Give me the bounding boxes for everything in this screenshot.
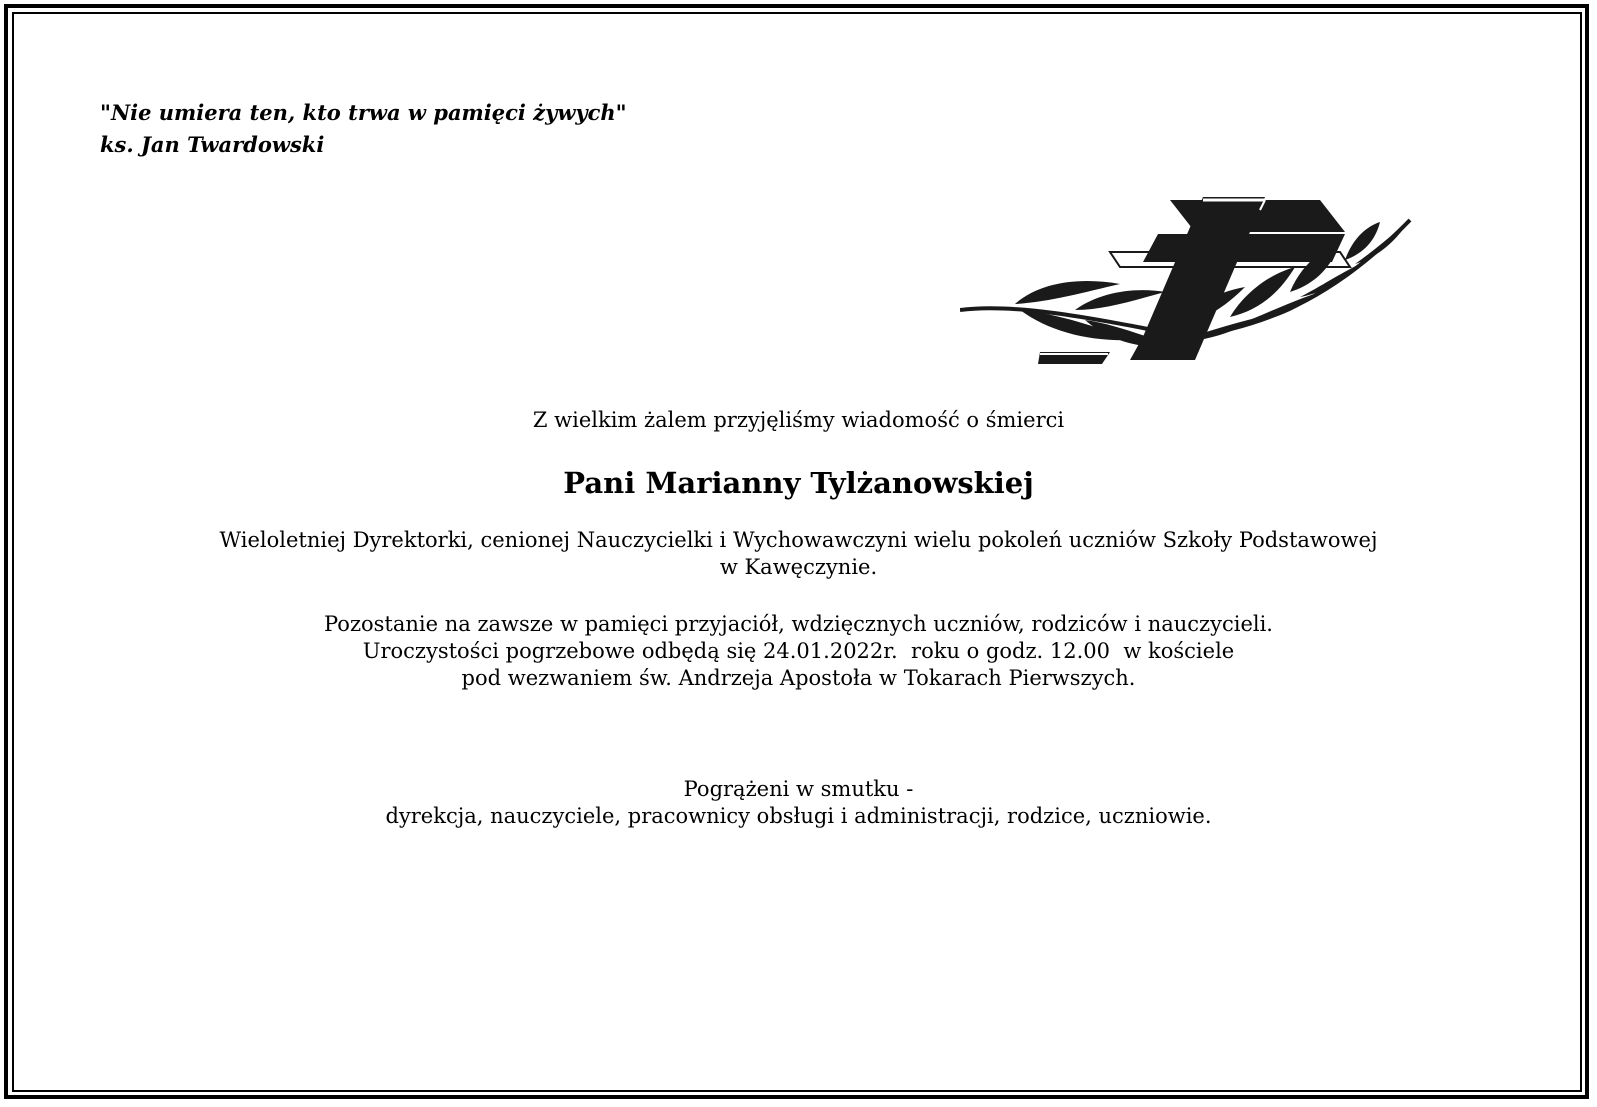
obituary-intro bbox=[0, 407, 1597, 434]
motto-quote: "Nie umiera ten, kto trwa w pamięci żywych" bbox=[100, 100, 627, 125]
motto bbox=[100, 97, 627, 161]
mourners-line-1: Pogrążeni w smutku - bbox=[683, 777, 914, 801]
mourners-line-2: dyrekcja, nauczyciele, pracownicy obsługi i administracji, rodzice, uczniowie. bbox=[385, 804, 1212, 828]
name-text: Pani Marianny Tylżanowskiej bbox=[563, 466, 1034, 500]
mourners bbox=[0, 776, 1597, 830]
memory-line-1: Pozostanie na zawsze w pamięci przyjaciół, wdzięcznych uczniów, rodziców i nauczycieli. bbox=[324, 612, 1273, 636]
role-line-1: Wieloletniej Dyrektorki, cenionej Nauczycielki i Wychowawczyni wielu pokoleń uczniów Szkoły Podstawowej bbox=[219, 528, 1378, 552]
memory-line-2: Uroczystości pogrzebowe odbędą się 24.01.2022r. roku o godz. 12.00 w kościele bbox=[362, 639, 1235, 663]
role-line-2: w Kawęczynie. bbox=[719, 555, 878, 579]
deceased-name bbox=[0, 465, 1597, 501]
memory-line-3: pod wezwaniem św. Andrzeja Apostoła w Tokarach Pierwszych. bbox=[461, 666, 1136, 690]
intro-text: Z wielkim żalem przyjęliśmy wiadomość o śmierci bbox=[532, 408, 1065, 432]
motto-author: ks. Jan Twardowski bbox=[100, 132, 325, 157]
memory-and-funeral bbox=[0, 611, 1597, 692]
deceased-role bbox=[0, 527, 1597, 581]
cross-with-olive-branch-icon bbox=[960, 192, 1420, 372]
